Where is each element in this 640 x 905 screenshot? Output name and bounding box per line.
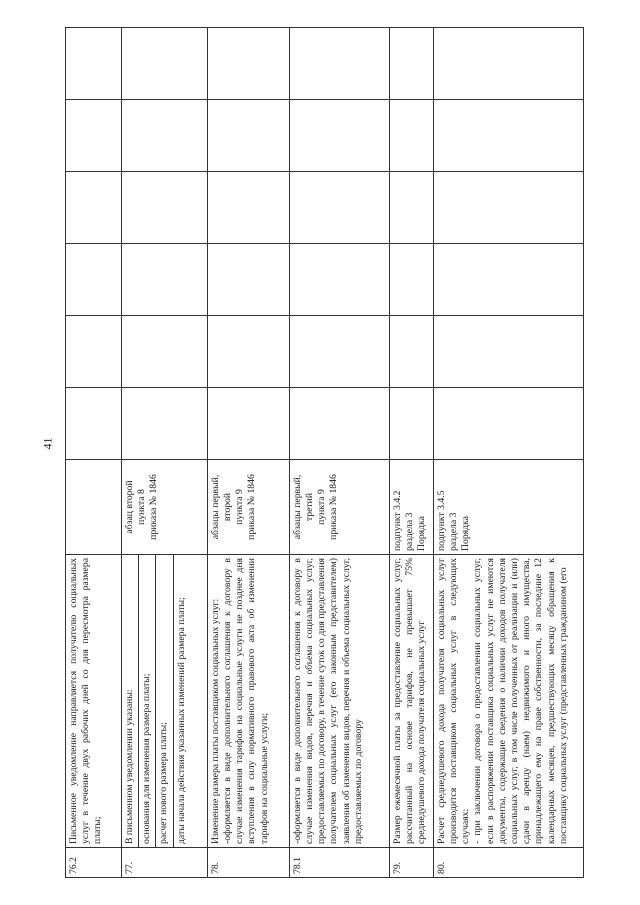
- row-text: -оформляется в виде дополнительного соглашения к договору в случае изменения видов, перечня и объема социальных услуг, предоставляемых по договору, в течение суток со дня представления получателем социальных услуг (его законным представителем) заявления об изменении видов, перечня и объема социальных услуг, предоставляемых по договору: [289, 555, 389, 848]
- row-text: Изменение размера платы поставщиком социальных услуг: -оформляется в виде дополнительного соглашения к договору в случае изменения тарифов на социальные услуги не позднее дня вступления в силу нормативного правового акта об изменении тарифов на социальные услуги;: [207, 555, 289, 848]
- row-reference: подпункт 3.4.2 раздела 3 Порядка: [389, 460, 433, 555]
- row-reference: абзацы первый, третий пункта 9 приказа № 1846: [289, 460, 389, 555]
- table-row: [433, 28, 583, 878]
- row-number: 78.: [207, 848, 289, 878]
- row-text: Расчет среднедушевого дохода получателя социальных услуг производится поставщиком социальных услуг в следующих случаях: - при заключении договора о предоставлении социальных услуг, если в распоряжении поставщика социальных услуг не имеются документы, содержащие сведения о наличии доходов получателя социальных услуг, в том числе полученных от реализации и (или) сдачи в аренду (наем) недвижимого и иного имущества, принадлежащего ему на праве собственности, за последние 12 календарных месяцев, предшествующих месяцу обращения к поставщику социальных услуг (представленных гражданином (его: [433, 555, 583, 848]
- row-text: Письменное уведомление направляется получателю социальных услуг в течение двух рабочих дней со дня пересмотра размера платы;: [66, 555, 122, 848]
- row-number: 78.1: [289, 848, 389, 878]
- table-row: [66, 28, 122, 878]
- sub-item: основания для изменения размера платы;: [139, 555, 156, 848]
- row-reference: абзацы первый, второй пункта 9 приказа № 1846: [207, 460, 289, 555]
- row-reference: абзац второй пункта 8 приказа № 1846: [122, 460, 208, 555]
- row-number: 77.: [122, 848, 208, 878]
- row-reference: [66, 460, 122, 555]
- table-row: [289, 28, 389, 878]
- row-number: 79.: [389, 848, 433, 878]
- sub-item: расчет нового размера платы;: [156, 555, 173, 848]
- page-number: 41: [40, 437, 55, 450]
- table-row: [207, 28, 289, 878]
- table-row: [122, 28, 139, 878]
- table-row: [389, 28, 433, 878]
- sub-item: даты начала действия указанных изменений размера платы;: [173, 555, 207, 848]
- rotated-table-wrapper: [65, 28, 610, 878]
- requirements-table: [65, 27, 584, 878]
- row-reference: подпункт 3.4.5 раздела 3 Порядка: [433, 460, 583, 555]
- row-text: Размер ежемесячной платы за предоставление социальных услуг, рассчитанный на основе тарифов, не превышает 75% среднедушевого дохода получателя социальных услуг: [389, 555, 433, 848]
- row-number: 76.2: [66, 848, 122, 878]
- row-number: 80.: [433, 848, 583, 878]
- row-text: В письменном уведомлении указаны:: [122, 555, 139, 848]
